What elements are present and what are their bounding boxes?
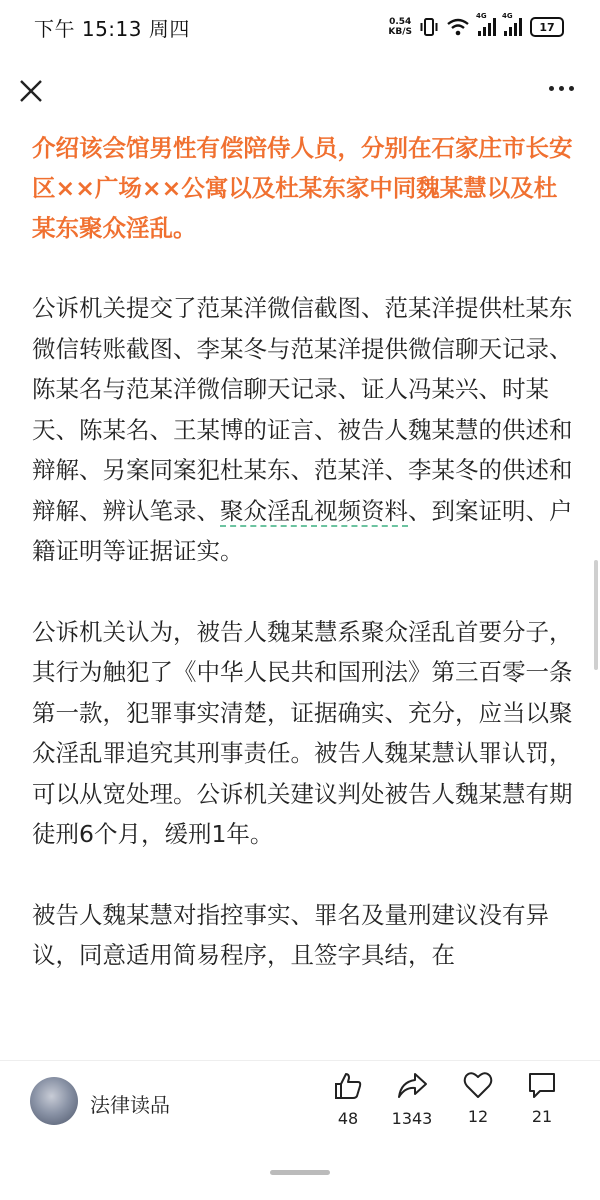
- home-indicator[interactable]: [270, 1170, 330, 1175]
- highlight-paragraph: 介绍该会馆男性有偿陪侍人员，分别在石家庄市长安区××广场××公寓以及杜某东家中同魏某慧以及杜某东聚众淫乱。: [32, 134, 573, 242]
- scrollbar[interactable]: [594, 560, 598, 670]
- evidence-paragraph: [32, 288, 574, 572]
- share-count: 1343: [391, 1109, 433, 1128]
- like-button[interactable]: [318, 1071, 378, 1128]
- status-icons: [388, 12, 564, 37]
- like-count: 48: [337, 1109, 359, 1128]
- wifi-icon: [446, 18, 470, 36]
- defendant-paragraph: 被告人魏某慧对指控事实、罪名及量刑建议没有异议，同意适用简易程序，且签字具结，在: [32, 900, 549, 969]
- evidence-text-start: 公诉机关提交了范某洋微信截图、范某洋提供杜某东微信转账截图、李某冬与范某洋提供微信聊天记录、陈某名与范某洋微信聊天记录、证人冯某兴、时某天、陈某名、王某博的证言、被告人魏某慧的供述和辩解、另案同案犯杜某东、范某洋、李某冬的供述和辩解、辨认笔录、: [32, 294, 573, 525]
- more-options-icon[interactable]: [549, 86, 574, 91]
- close-icon[interactable]: [18, 78, 44, 104]
- status-time: 下午 15:13 周四: [34, 16, 190, 41]
- favorite-count: 12: [467, 1107, 489, 1126]
- share-button[interactable]: [382, 1071, 442, 1128]
- prosecution-paragraph: 公诉机关认为，被告人魏某慧系聚众淫乱首要分子，其行为触犯了《中华人民共和国刑法》第三百零一条第一款，犯罪事实清楚，证据确实、充分，应当以聚众淫乱罪追究其刑事责任。被告人魏某慧认罪认罚，可以从宽处理。公诉机关建议判处被告人魏某慧有期徒刑6个月，缓刑1年。: [32, 617, 573, 848]
- network-speed-value: 0.54: [389, 17, 412, 27]
- favorite-button[interactable]: [448, 1071, 508, 1126]
- article-content: [32, 128, 574, 1060]
- signal-icon-2: [502, 12, 522, 36]
- thumbs-up-icon: [333, 1071, 363, 1101]
- evidence-text-end: 、到案证明、户籍证明等证据证实。: [32, 496, 573, 565]
- battery-icon: 17: [530, 17, 564, 37]
- signal-icon-1: [476, 12, 496, 36]
- author-avatar[interactable]: [30, 1077, 78, 1125]
- heart-icon: [463, 1071, 493, 1099]
- vibrate-icon: [420, 17, 438, 37]
- share-icon: [396, 1071, 428, 1101]
- signal-1-label: 4G: [476, 12, 487, 20]
- status-bar: [0, 0, 600, 54]
- comment-count: 21: [531, 1107, 553, 1126]
- comment-button[interactable]: [512, 1071, 572, 1126]
- bottom-action-bar: [0, 1060, 600, 1161]
- comment-icon: [527, 1071, 557, 1099]
- top-nav: [0, 60, 600, 120]
- author-name[interactable]: 法律读品: [90, 1093, 170, 1117]
- network-speed: [388, 17, 412, 37]
- network-speed-unit: KB/S: [388, 27, 412, 37]
- signal-2-label: 4G: [502, 12, 513, 20]
- keyword-link[interactable]: 聚众淫乱视频资料: [220, 496, 408, 525]
